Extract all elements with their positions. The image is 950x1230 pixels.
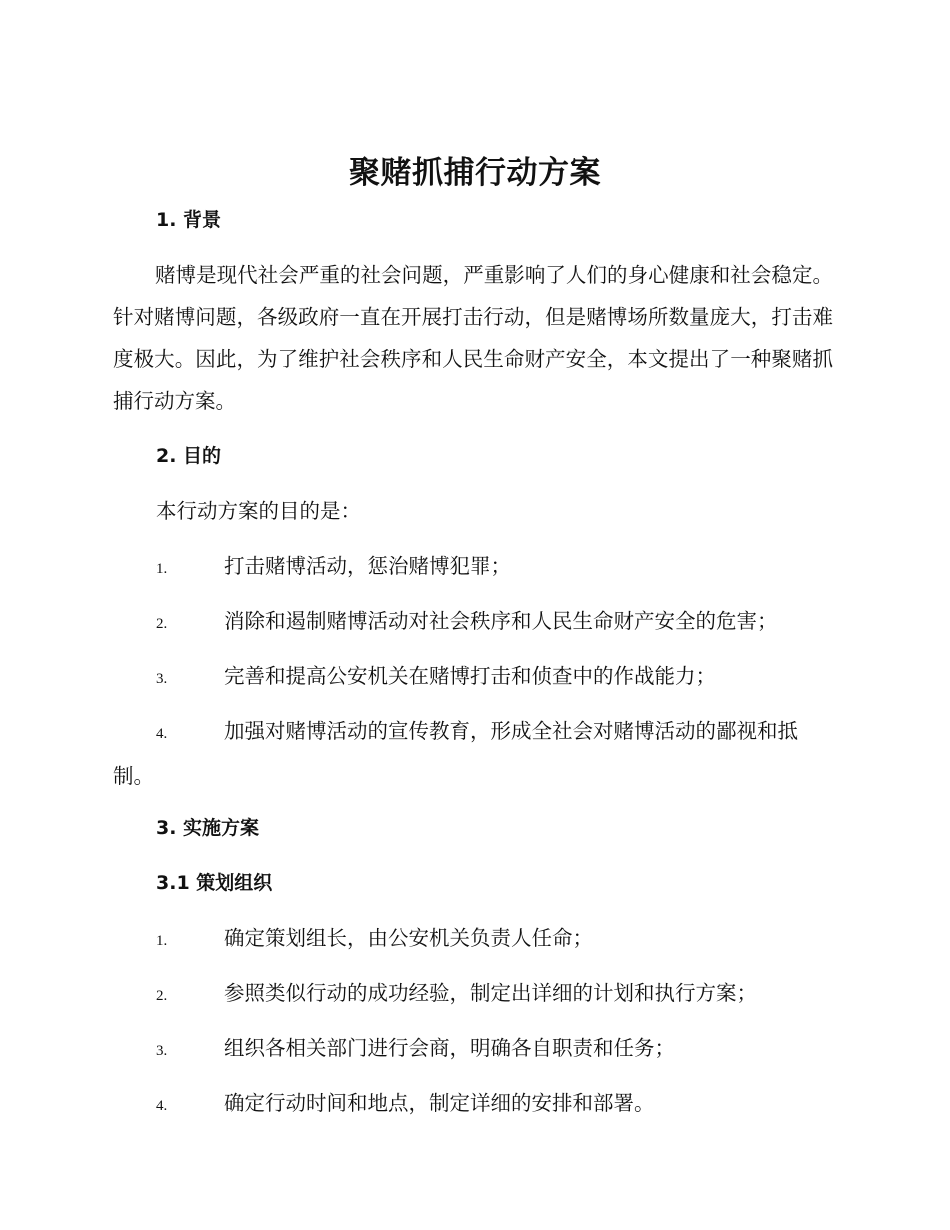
list-text: 消除和遏制赌博活动对社会秩序和人民生命财产安全的危害； (224, 609, 778, 633)
section-heading-purpose: 2. 目的 (156, 445, 222, 467)
list-number: 1. (156, 933, 168, 949)
list-text: 参照类似行动的成功经验，制定出详细的计划和执行方案； (224, 981, 757, 1005)
list-text: 确定策划组长，由公安机关负责人任命； (224, 926, 593, 950)
list-text: 完善和提高公安机关在赌博打击和侦查中的作战能力； (224, 664, 716, 688)
subsection-heading-organization: 3.1 策划组织 (156, 872, 273, 894)
list-number: 2. (156, 616, 168, 632)
list-item (113, 600, 835, 645)
list-number: 2. (156, 988, 168, 1004)
background-paragraph: 赌博是现代社会严重的社会问题，严重影响了人们的身心健康和社会稳定。针对赌博问题，各级政府一直在开展打击行动，但是赌博场所数量庞大，打击难度极大。因此，为了维护社会秩序和人民生命财产安全，本文提出了一种聚赌抓捕行动方案。 (113, 263, 833, 413)
section-heading-plan: 3. 实施方案 (156, 817, 260, 839)
list-item (113, 972, 835, 1017)
list-number: 4. (156, 726, 168, 742)
list-item (113, 1082, 835, 1127)
list-text: 打击赌博活动，惩治赌博犯罪； (224, 554, 511, 578)
list-item (113, 710, 835, 797)
list-text: 加强对赌博活动的宣传教育，形成全社会对赌博活动的鄙视和抵制。 (113, 719, 798, 788)
list-number: 4. (156, 1098, 168, 1114)
list-item (113, 917, 835, 962)
document-title: 聚赌抓捕行动方案 (349, 155, 601, 191)
purpose-intro: 本行动方案的目的是： (156, 499, 361, 523)
list-item (113, 1027, 835, 1072)
list-text: 确定行动时间和地点，制定详细的安排和部署。 (224, 1091, 655, 1115)
list-number: 1. (156, 561, 168, 577)
list-item (113, 655, 835, 700)
list-text: 组织各相关部门进行会商，明确各自职责和任务； (224, 1036, 675, 1060)
section-heading-background: 1. 背景 (156, 209, 222, 231)
list-number: 3. (156, 671, 168, 687)
list-item (113, 545, 835, 590)
list-number: 3. (156, 1043, 168, 1059)
